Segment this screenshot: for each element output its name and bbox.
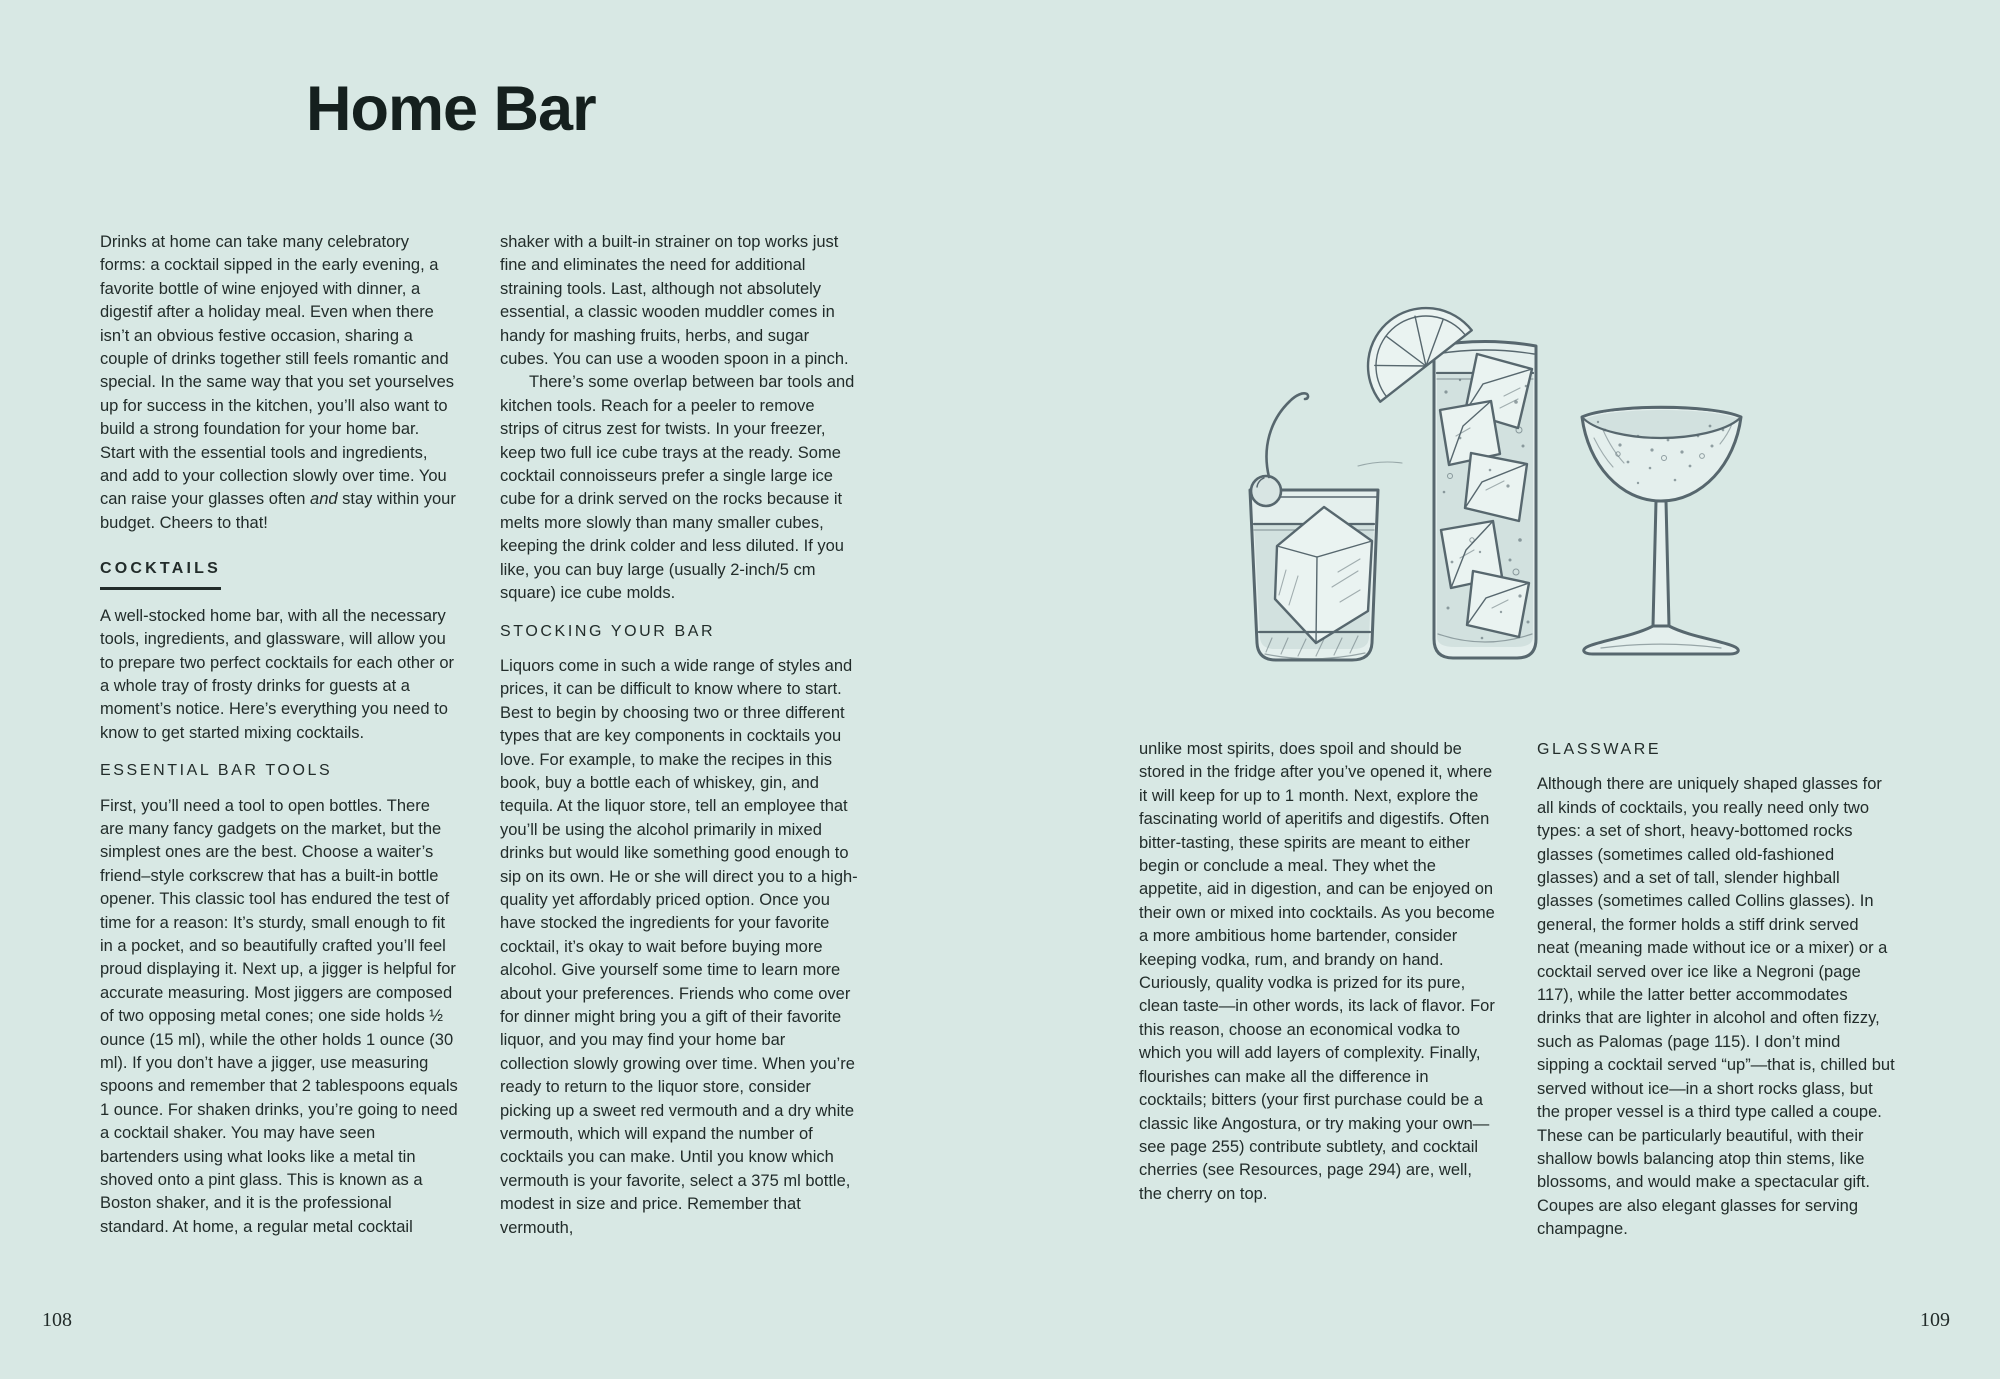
intro-paragraph bbox=[100, 231, 458, 535]
left-page-column-1 bbox=[100, 231, 458, 1239]
essential-bar-tools-paragraph: First, you’ll need a tool to open bottles. There are many fancy gadgets on the market, but the simplest ones are the best. Choose a waiter’s friend–style corkscrew that has a built-in bottle opener. This classic tool has endured the test of time for a reason: It’s sturdy, small enough to fit in a pocket, and so beautifully crafted you’ll feel proud displaying it. Next up, a jigger is helpful for accurate measuring. Most jiggers are composed of two opposing metal cones; one side holds ½ ounce (15 ml), while the other holds 1 ounce (30 ml). If you don’t have a jigger, use measuring spoons and remember that 2 tablespoons equals 1 ounce. For shaken drinks, you’re going to need a cocktail shaker. You may have seen bartenders using what looks like a metal tin shoved onto a pint glass. This is known as a Boston shaker, and it is the professional standard. At home, a regular metal cocktail bbox=[100, 796, 458, 1236]
intro-text-end: stay within your budget. Cheers to that! bbox=[100, 490, 456, 532]
left-page-column-2 bbox=[500, 231, 858, 1240]
intro-italic-word: and bbox=[310, 490, 338, 509]
cocktail-cherry bbox=[1251, 476, 1281, 506]
rocks-glass-drawing bbox=[1250, 393, 1378, 660]
right-page-column-2 bbox=[1537, 738, 1895, 1242]
right-page-column-1 bbox=[1139, 738, 1497, 1206]
pencil-mark bbox=[1358, 462, 1402, 466]
coupe-glass-drawing bbox=[1582, 407, 1741, 654]
stocking-your-bar-paragraph: Liquors come in such a wide range of styles and prices, it can be difficult to know where to start. Best to begin by choosing two or three different types that are key components in cocktails you love. For example, to make the recipes in this book, buy a bottle each of whiskey, gin, and tequila. At the liquor store, tell an employee that you’ll be using the alcohol primarily in mixed drinks but would like something good enough to sip on its own. He or she will direct you to a high-quality yet affordably priced option. Once you have stocked the ingredients for your favorite cocktail, it’s okay to wait before buying more alcohol. Give yourself some time to learn more about your preferences. Friends who come over for dinner might bring you a gift of their favorite liquor, and you may find your home bar collection slowly growing over time. When you’re ready to return to the liquor store, consider picking up a sweet red vermouth and a dry white vermouth, which will expand the number of cocktails you can make. Until you know which vermouth is your favorite, select a 375 ml bottle, modest in size and price. Remember that vermouth, bbox=[500, 656, 858, 1237]
intro-text-start: Drinks at home can take many celebratory forms: a cocktail sipped in the early evening, a favorite bottle of wine enjoyed with dinner, a digestif after a holiday meal. Even when there isn’t an obvious festive occasion, sharing a couple of drinks together still feels romantic and special. In the same way that you set yourselves up for success in the kitchen, you’ll also want to build a strong foundation for your home bar. Start with the essential tools and ingredients, and add to your collection slowly over time. You can raise your glasses often bbox=[100, 233, 455, 509]
page-number-left: 108 bbox=[42, 1309, 72, 1331]
page-number-right: 109 bbox=[1920, 1309, 1950, 1331]
subheading-essential-bar-tools: ESSENTIAL BAR TOOLS bbox=[100, 762, 333, 780]
glassware-paragraph: Although there are uniquely shaped glasses for all kinds of cocktails, you really need only two types: a set of short, heavy-bottomed rocks glasses (sometimes called old-fashioned glasses) and a set of tall, slender highball glasses (sometimes called Collins glasses). In general, the former holds a stiff drink served neat (meaning made without ice or a mixer) or a cocktail served over ice like a Negroni (page 117), while the latter better accommodates drinks that are lighter in alcohol and often fizzy, such as Palomas (page 115). I don’t mind sipping a cocktail served “up”—that is, chilled but served without ice—in a short rocks glass, but the proper vessel is a third type called a coupe. These can be particularly beautiful, with their shallow bowls balancing atop thin stems, like blossoms, and would make a spectacular gift. Coupes are also elegant glasses for serving champagne. bbox=[1537, 775, 1895, 1239]
shaker-paragraph: shaker with a built-in strainer on top works just fine and eliminates the need for additional straining tools. Last, although not absolutely essential, a classic wooden muddler comes in handy for mashing fruits, herbs, and sugar cubes. You can use a wooden spoon in a pinch. bbox=[500, 233, 849, 369]
cocktail-glasses-illustration bbox=[1220, 240, 1800, 680]
subheading-stocking-your-bar: STOCKING YOUR BAR bbox=[500, 622, 716, 640]
subheading-glassware: GLASSWARE bbox=[1537, 741, 1662, 758]
vermouth-spirits-paragraph: unlike most spirits, does spoil and should be stored in the fridge after you’ve opened it, where it will keep for up to 1 month. Next, explore the fascinating world of aperitifs and digestifs. Often bitter-tasting, these spirits are meant to either begin or conclude a meal. They whet the appetite, aid in digestion, and can be enjoyed on their own or mixed into cocktails. As you become a more ambitious home bartender, consider keeping vodka, rum, and brandy on hand. Curiously, quality vodka is prized for its pure, clean taste—in other words, its lack of flavor. For this reason, choose an economical vodka to which you will add layers of complexity. Finally, flourishes can make all the difference in cocktails; bitters (your first purchase could be a classic like Angostura, or try making your own—see page 255) contribute subtlety, and cocktail cherries (see Resources, page 294) are, well, the cherry on top. bbox=[1139, 740, 1495, 1203]
page-title: Home Bar bbox=[306, 74, 596, 144]
cherry-stem bbox=[1267, 393, 1309, 477]
section-heading-cocktails: COCKTAILS bbox=[100, 557, 221, 589]
cocktails-paragraph: A well-stocked home bar, with all the necessary tools, ingredients, and glassware, will allow you to prepare two perfect cocktails for each other or a whole tray of frosty drinks for guests at a moment’s notice. Here’s everything you need to know to get started mixing cocktails. bbox=[100, 606, 455, 742]
bar-kitchen-overlap-paragraph: There’s some overlap between bar tools and kitchen tools. Reach for a peeler to remove strips of citrus zest for twists. In your freezer, keep two full ice cube trays at the ready. Some cocktail connoisseurs prefer a single large ice cube for a drink served on the rocks because it melts more slowly than many smaller cubes, keeping the drink colder and less diluted. If you like, you can buy large (usually 2-inch/5 cm square) ice cube molds. bbox=[500, 373, 855, 603]
